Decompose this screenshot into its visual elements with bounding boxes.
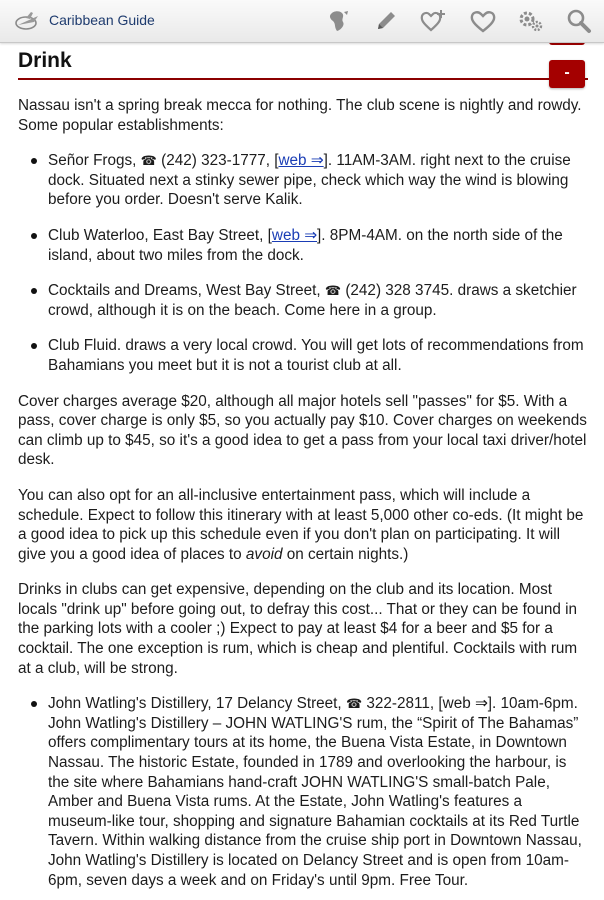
venue-phone: 322-2811, [	[362, 695, 443, 713]
list-item	[18, 281, 588, 320]
web-link[interactable]: web ⇒	[442, 695, 488, 713]
settings-icon[interactable]	[512, 4, 550, 38]
phone-icon: ☎	[140, 153, 157, 169]
edit-icon[interactable]	[367, 4, 405, 38]
venue-list	[18, 151, 588, 375]
phone-icon: ☎	[345, 696, 363, 712]
collapse-section-button[interactable]: -	[549, 60, 585, 88]
article-content	[18, 44, 588, 890]
app-logo-icon[interactable]	[14, 8, 42, 34]
favorite-icon[interactable]	[464, 4, 502, 38]
web-link[interactable]: web ⇒	[278, 152, 324, 170]
list-item	[18, 151, 588, 210]
app-title: Caribbean Guide	[49, 12, 155, 28]
phone-icon: ☎	[324, 283, 342, 299]
venue-description: ]. 10am-6pm. John Watling's Distillery – JOHN WATLING'S rum, the “Spirit of The Bahamas” offers complimentary tours at its home, the Buena Vista Estate, in Downtown Nassau. The historic Estate, founded in 1789 and overlooking the harbour, is the site where Bahamians hand-craft JOHN WATLING'S small-batch Pale, Amber and Buena Vista rums. At the Estate, John Watling's features a museum-like tour, shopping and signature Bahamian cocktails at its Red Turtle Tavern. Within walking distance from the cruise ship port in Downtown Nassau, John Watling's Distillery is located on Delancy Street and is open from 10am-6pm, seven days a week and on Friday's until 9pm. Free Tour.	[48, 695, 582, 889]
venue-name: John Watling's Distillery, 17 Delancy Street,	[48, 695, 346, 713]
venue-name: Cocktails and Dreams, West Bay Street,	[48, 282, 325, 300]
venue-description: ]. 8PM-4AM. on the north side of the island, about two miles from the dock.	[48, 226, 563, 264]
intro-paragraph: Nassau isn't a spring break mecca for nothing. The club scene is nightly and rowdy. Some popular establishments:	[18, 97, 582, 134]
distillery-list	[18, 694, 588, 890]
search-icon[interactable]	[560, 4, 598, 38]
list-item	[18, 226, 588, 265]
list-item	[18, 694, 588, 890]
pass-emphasis: avoid	[245, 545, 283, 563]
venue-name: Club Fluid. draws a very local crowd. You will get lots of recommendations from Bahamians you meet but it is not a tourist club at all.	[48, 337, 584, 374]
drinks-cost-paragraph: Drinks in clubs can get expensive, depending on the club and its location. Most locals "drink up" before going out, to defray this cost... That or they can be found in the parking lots with a cooler ;) Expect to pay at least $4 for a beer and $5 for a cocktail. The one exception is rum, which is cheap and plentiful. Cocktails with rum at a club, will be strong.	[18, 581, 578, 677]
map-icon[interactable]	[319, 4, 357, 38]
venue-phone: (242) 323-1777, [	[156, 152, 279, 170]
pass-text: You can also opt for an all-inclusive entertainment pass, which will include a schedule. Expect to follow this itinerary with at least 5,000 other co-eds. (It might be a good idea to pick up this schedule even if you don't plan on participating. It will give you a good idea of places to	[18, 486, 584, 563]
add-favorite-icon[interactable]	[414, 4, 452, 38]
action-bar	[0, 0, 604, 43]
venue-description: (242) 328 3745. draws a sketchier crowd, although it is on the beach. Come here in a group.	[48, 282, 577, 319]
venue-name: Señor Frogs,	[48, 152, 141, 170]
section-header	[18, 44, 588, 80]
web-link[interactable]: web ⇒	[271, 226, 318, 244]
pass-text-end: on certain nights.)	[282, 545, 409, 563]
venue-name: Club Waterloo, East Bay Street, [	[48, 226, 272, 244]
cover-charges-paragraph: Cover charges average $20, although all major hotels sell "passes" for $5. With a pass, cover charge is only $5, so you actually pay $10. Cover charges on weekends can climb up to $45, so it's a good idea to get a pass from your local taxi driver/hotel desk.	[18, 392, 587, 469]
venue-description: ]. 11AM-3AM. right next to the cruise dock. Situated next a stinky sewer pipe, check which way the wind is blowing before you order. Doesn't serve Kalik.	[48, 152, 571, 209]
section-title: Drink	[18, 49, 72, 72]
entertainment-pass-paragraph	[18, 486, 588, 564]
list-item	[18, 336, 588, 375]
